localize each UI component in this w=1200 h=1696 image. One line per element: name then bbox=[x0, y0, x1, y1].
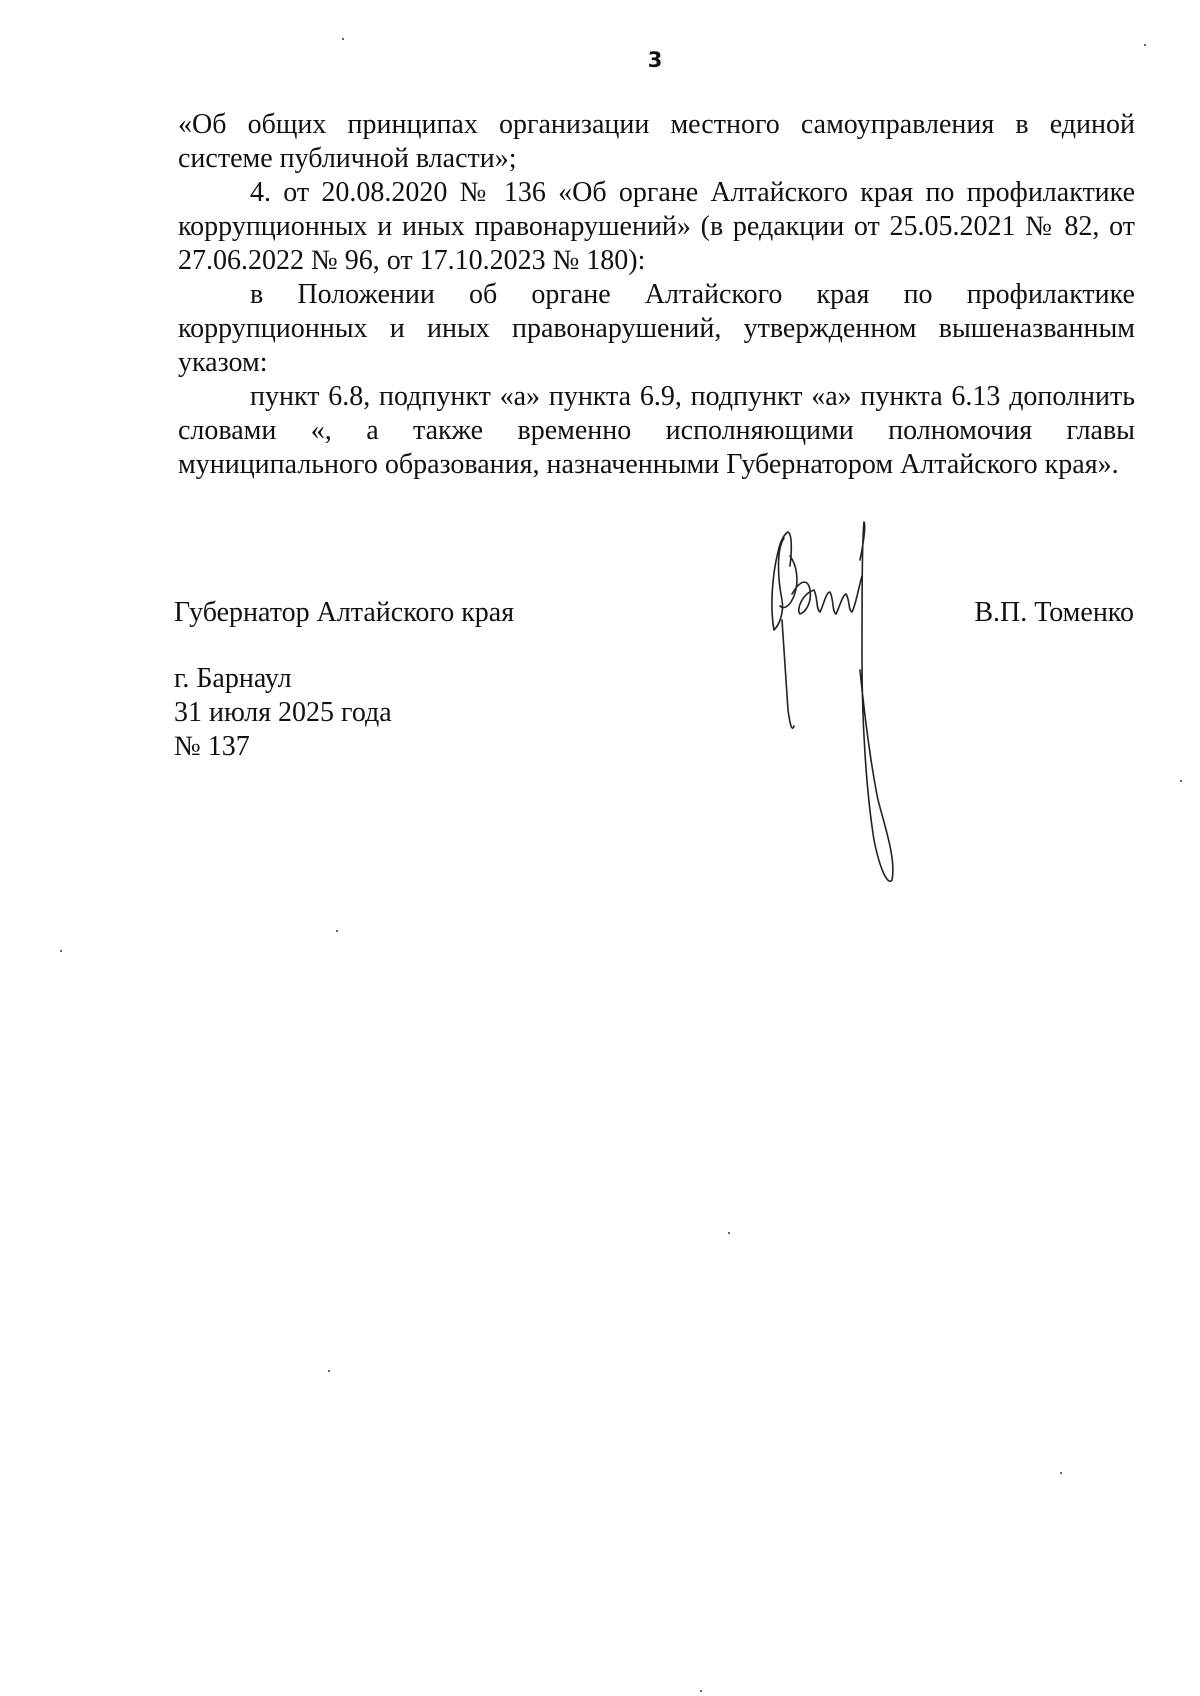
paragraph-continuation: «Об общих принципах организации местного самоуправления в единой системе публичной власти»; bbox=[178, 109, 1135, 174]
scan-speck bbox=[700, 1690, 702, 1692]
scan-speck bbox=[1144, 44, 1146, 46]
scan-speck bbox=[342, 38, 344, 40]
city: г. Барнаул bbox=[174, 663, 292, 694]
scan-speck bbox=[328, 1370, 330, 1372]
date: 31 июля 2025 года bbox=[174, 697, 392, 728]
document-body bbox=[178, 108, 1135, 482]
signer-position: Губернатор Алтайского края bbox=[174, 597, 515, 628]
paragraph-amendment: пункт 6.8, подпункт «а» пункта 6.9, подпункт «а» пункта 6.13 дополнить словами «, а также временно исполняющими полномочия главы муниципального образования, назначенными Губернатором Алтайского края». bbox=[178, 381, 1135, 480]
document-footer bbox=[174, 662, 392, 764]
paragraph-regulation: в Положении об органе Алтайского края по профилактике коррупционных и иных правонарушений, утвержденном вышеназванным указом: bbox=[178, 279, 1135, 378]
scan-speck bbox=[60, 950, 62, 952]
scan-speck bbox=[728, 1232, 730, 1234]
document-number: № 137 bbox=[174, 731, 250, 762]
paragraph-item-4: 4. от 20.08.2020 № 136 «Об органе Алтайского края по профилактике коррупционных и иных правонарушений» (в редакции от 25.05.2021 № 82, от 27.06.2022 № 96, от 17.10.2023 № 180): bbox=[178, 177, 1135, 276]
scan-speck bbox=[336, 930, 338, 932]
page-number: 3 bbox=[647, 48, 663, 72]
handwritten-signature bbox=[770, 520, 920, 890]
scan-speck bbox=[1060, 1472, 1062, 1474]
signer-name: В.П. Томенко bbox=[974, 597, 1134, 628]
scan-speck bbox=[1180, 780, 1182, 782]
